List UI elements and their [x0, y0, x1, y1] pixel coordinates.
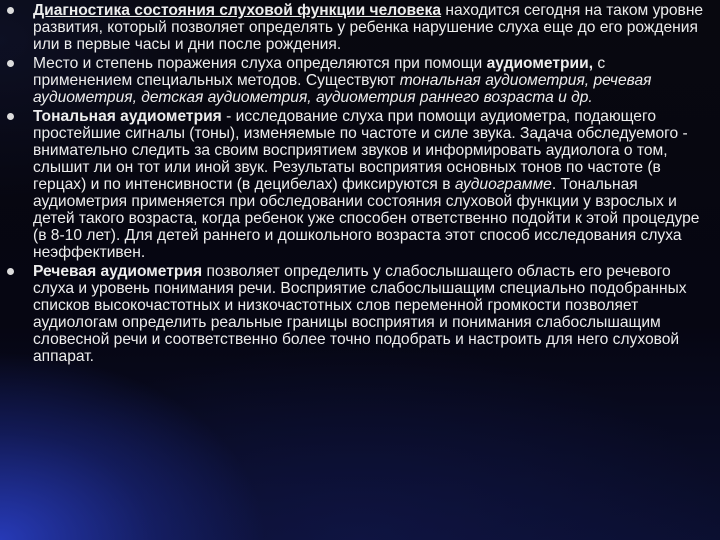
- bullet-dot-icon: [7, 268, 14, 275]
- bullet-item-tonal-audiometry: [0, 108, 706, 261]
- audiometry-term: аудиометрии,: [486, 55, 594, 72]
- diagnostics-heading: Диагностика состояния слуховой функции человека: [33, 2, 442, 19]
- diagnostics-text: находится сегодня на таком уровне развития, который позволяет определять у ребенка нарушение слуха еще до его рождения или в первые часы и дни после рождения.: [33, 2, 704, 53]
- audiogram-term: аудиограмме: [454, 176, 552, 193]
- speech-audiometry-text: позволяет определить у слабослышащего область его речевого слуха и уровень понимания речи. Восприятие слабослышащим специально подобранных списков высокочастотных и низкочастотных слов переменной громкости позволяет аудиологам определить реальные границы восприятия и понимания слабослышащим словесной речи и соответственно более точно подобрать и настроить для него слуховой аппарат.: [33, 263, 687, 365]
- speech-audiometry-term: Речевая аудиометрия: [33, 263, 203, 280]
- bullet-item-speech-audiometry: [0, 263, 706, 365]
- tonal-audiometry-text: - исследование слуха при помощи аудиометра, подающего простейшие сигналы (тоны), изменяемые по частоте и силе звука. Задача обследуемого - внимательно следить за своим восприятием звуков и информировать аудиолога о том, слышит ли он тот или иной звук. Результаты восприятия основных тонов по частоте (в герцах) и по интенсивности (в децибелах) фиксируются в: [33, 108, 688, 193]
- tonal-audiometry-term: Тональная аудиометрия: [33, 108, 222, 125]
- audiometry-text-methods: с применением специальных методов. Существуют: [33, 55, 606, 89]
- bullet-dot-icon: [7, 60, 14, 67]
- bullet-dot-icon: [7, 113, 14, 120]
- tonal-audiometry-text-continued: . Тональная аудиометрия применяется при обследовании состояния слуховой функции у взрослых и детей такого возраста, когда ребенок уже способен ответственно подойти к этой процедуре (в 8-10 лет). Для детей раннего и дошкольного возраста этот способ исследования слуха неэффективен.: [33, 176, 700, 261]
- bullet-item-diagnostics: [0, 2, 706, 53]
- audiometry-types-list: тональная аудиометрия, речевая аудиометрия, детская аудиометрия, аудиометрия раннего возраста и др.: [33, 72, 652, 106]
- bullet-dot-icon: [7, 7, 14, 14]
- bullet-item-audiometry: [0, 55, 706, 106]
- audiometry-text-intro: Место и степень поражения слуха определяются при помощи: [33, 55, 487, 72]
